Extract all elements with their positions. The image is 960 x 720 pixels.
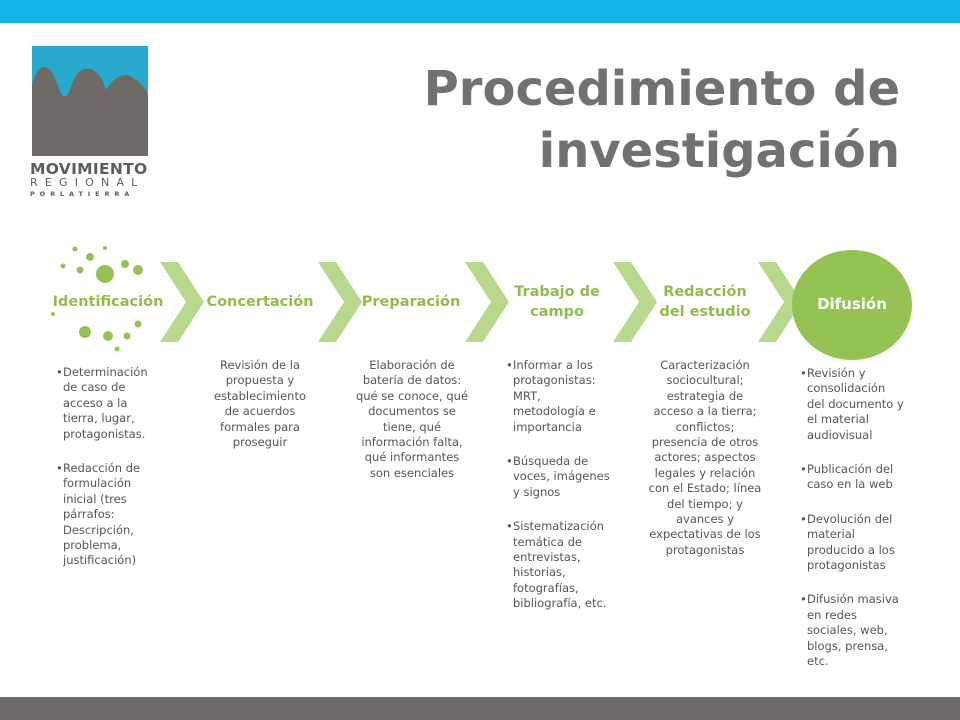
list-item: • Difusión masiva en redes sociales, web, blogs, prensa, etc. [800,592,906,669]
bottom-accent-bar [0,697,960,720]
chevron-right-icon [160,262,204,342]
stage-identificacion-description [56,365,160,588]
stage-preparacion-label: Preparación [361,294,461,310]
stage-concertacion-label: Concertación [206,294,314,310]
stage-preparacion-description: Elaboración de batería de datos: qué se conoce, qué documentos se tiene, qué información falta, qué informantes son esenciales [355,358,469,480]
logo-text-movimiento: MOVIMIENTO [30,160,148,178]
title-line-2: investigación [538,123,900,179]
list-item: • Sistematización temática de entrevistas, historias, fotografías, bibliografía, etc. [506,519,614,611]
logo-text-regional: REGIONAL [30,176,145,189]
stage-concertacion-description: Revisión de la propuesta y establecimiento de acuerdos formales para proseguir [213,358,307,450]
list-item: • Determinación de caso de acceso a la tierra, lugar, protagonistas. [56,365,160,442]
chevron-right-icon [465,262,509,342]
logo-text-porlatierra: PORLATIERRA [30,190,135,198]
top-accent-bar [0,0,960,23]
list-item: • Publicación del caso en la web [800,462,906,493]
list-item: • Devolución del material producido a los protagonistas [800,512,906,574]
stage-identificacion-label: Identificación [52,294,164,310]
stage-trabajo-de-campo-description [506,358,614,631]
stage-difusion-description [800,366,906,689]
list-item: • Redacción de formulación inicial (tres párrafos: Descripción, problema, justificación) [56,461,160,569]
stage-difusion-label: Difusión [817,295,887,313]
title-line-1: Procedimiento de [423,61,900,117]
list-item: • Informar a los protagonistas: MRT, metodología e importancia [506,358,614,435]
page-title [340,58,900,182]
stage-trabajo-de-campo-label: Trabajo de campo [514,284,600,320]
stage-redaccion-label: Redacción del estudio [659,284,751,320]
list-item: • Búsqueda de voces, imágenes y signos [506,454,614,500]
stage-redaccion-description: Caracterización sociocultural; estrategia de acceso a la tierra; conflictos; presencia de otros actores; aspectos legales y relación con el Estado; línea del tiempo; y avances y expectativas de los protagonistas [648,358,762,557]
list-item: • Revisión y consolidación del documento y el material audiovisual [800,366,906,443]
